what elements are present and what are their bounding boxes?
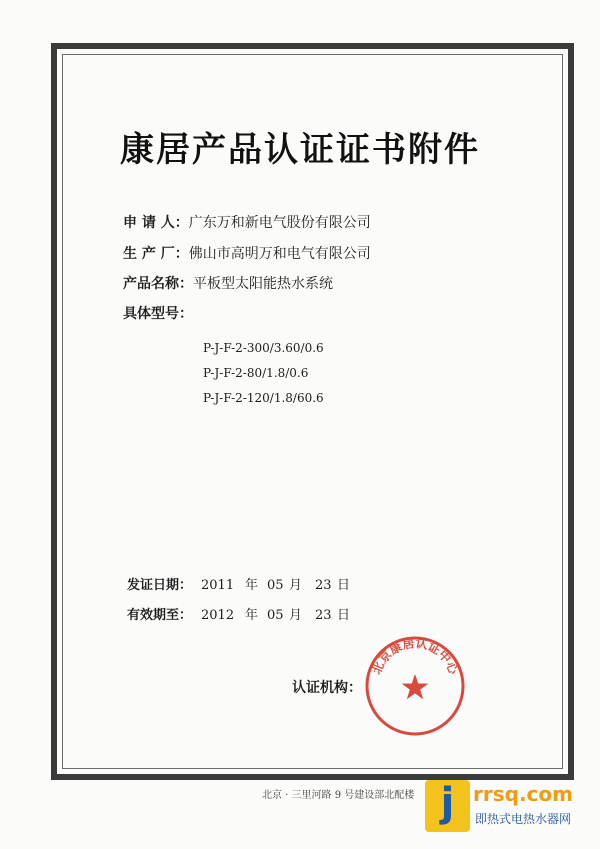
watermark-site: rrsq.com: [473, 782, 573, 806]
product-name-row: [123, 273, 333, 293]
expiry-date-value: 2012 年 05 月 23 日: [201, 608, 351, 623]
issue-date-row: [127, 574, 350, 593]
seal-star-icon: [402, 674, 429, 699]
model-item: P-J-F-2-80/1.8/0.6: [203, 366, 309, 380]
certificate-title: 康居产品认证证书附件: [120, 130, 480, 170]
applicant-value: 广东万和新电气股份有限公司: [188, 215, 371, 231]
applicant-label: 申 请 人：: [123, 215, 189, 231]
applicant-row: [123, 212, 371, 232]
product-name-value: 平板型太阳能热水系统: [193, 276, 333, 292]
footer-address: 北京 · 三里河路 9 号建设部北配楼: [262, 790, 415, 801]
manufacturer-label: 生 产 厂：: [123, 246, 189, 262]
manufacturer-row: [123, 243, 371, 263]
manufacturer-value: 佛山市高明万和电气有限公司: [188, 246, 371, 262]
model-row: [123, 303, 193, 323]
model-item: P-J-F-2-300/3.60/0.6: [203, 341, 324, 355]
watermark-name: 即热式电热水器网: [475, 812, 572, 826]
svg-text:北京康居认证中心: 北京康居认证中心: [369, 636, 461, 677]
watermark-j-icon: j: [425, 780, 470, 832]
authority-label: 认证机构：: [292, 680, 362, 696]
authority-row: [292, 677, 362, 697]
model-label: 具体型号：: [123, 306, 193, 322]
watermark-logo: [425, 780, 600, 835]
official-seal: [363, 634, 467, 738]
expiry-date-row: [127, 604, 350, 623]
model-item: P-J-F-2-120/1.8/60.6: [203, 391, 324, 405]
issue-date-label: 发证日期：: [127, 578, 193, 593]
product-name-label: 产品名称：: [123, 276, 193, 292]
issue-date-value: 2011 年 05 月 23 日: [201, 578, 351, 593]
expiry-date-label: 有效期至：: [127, 608, 193, 623]
